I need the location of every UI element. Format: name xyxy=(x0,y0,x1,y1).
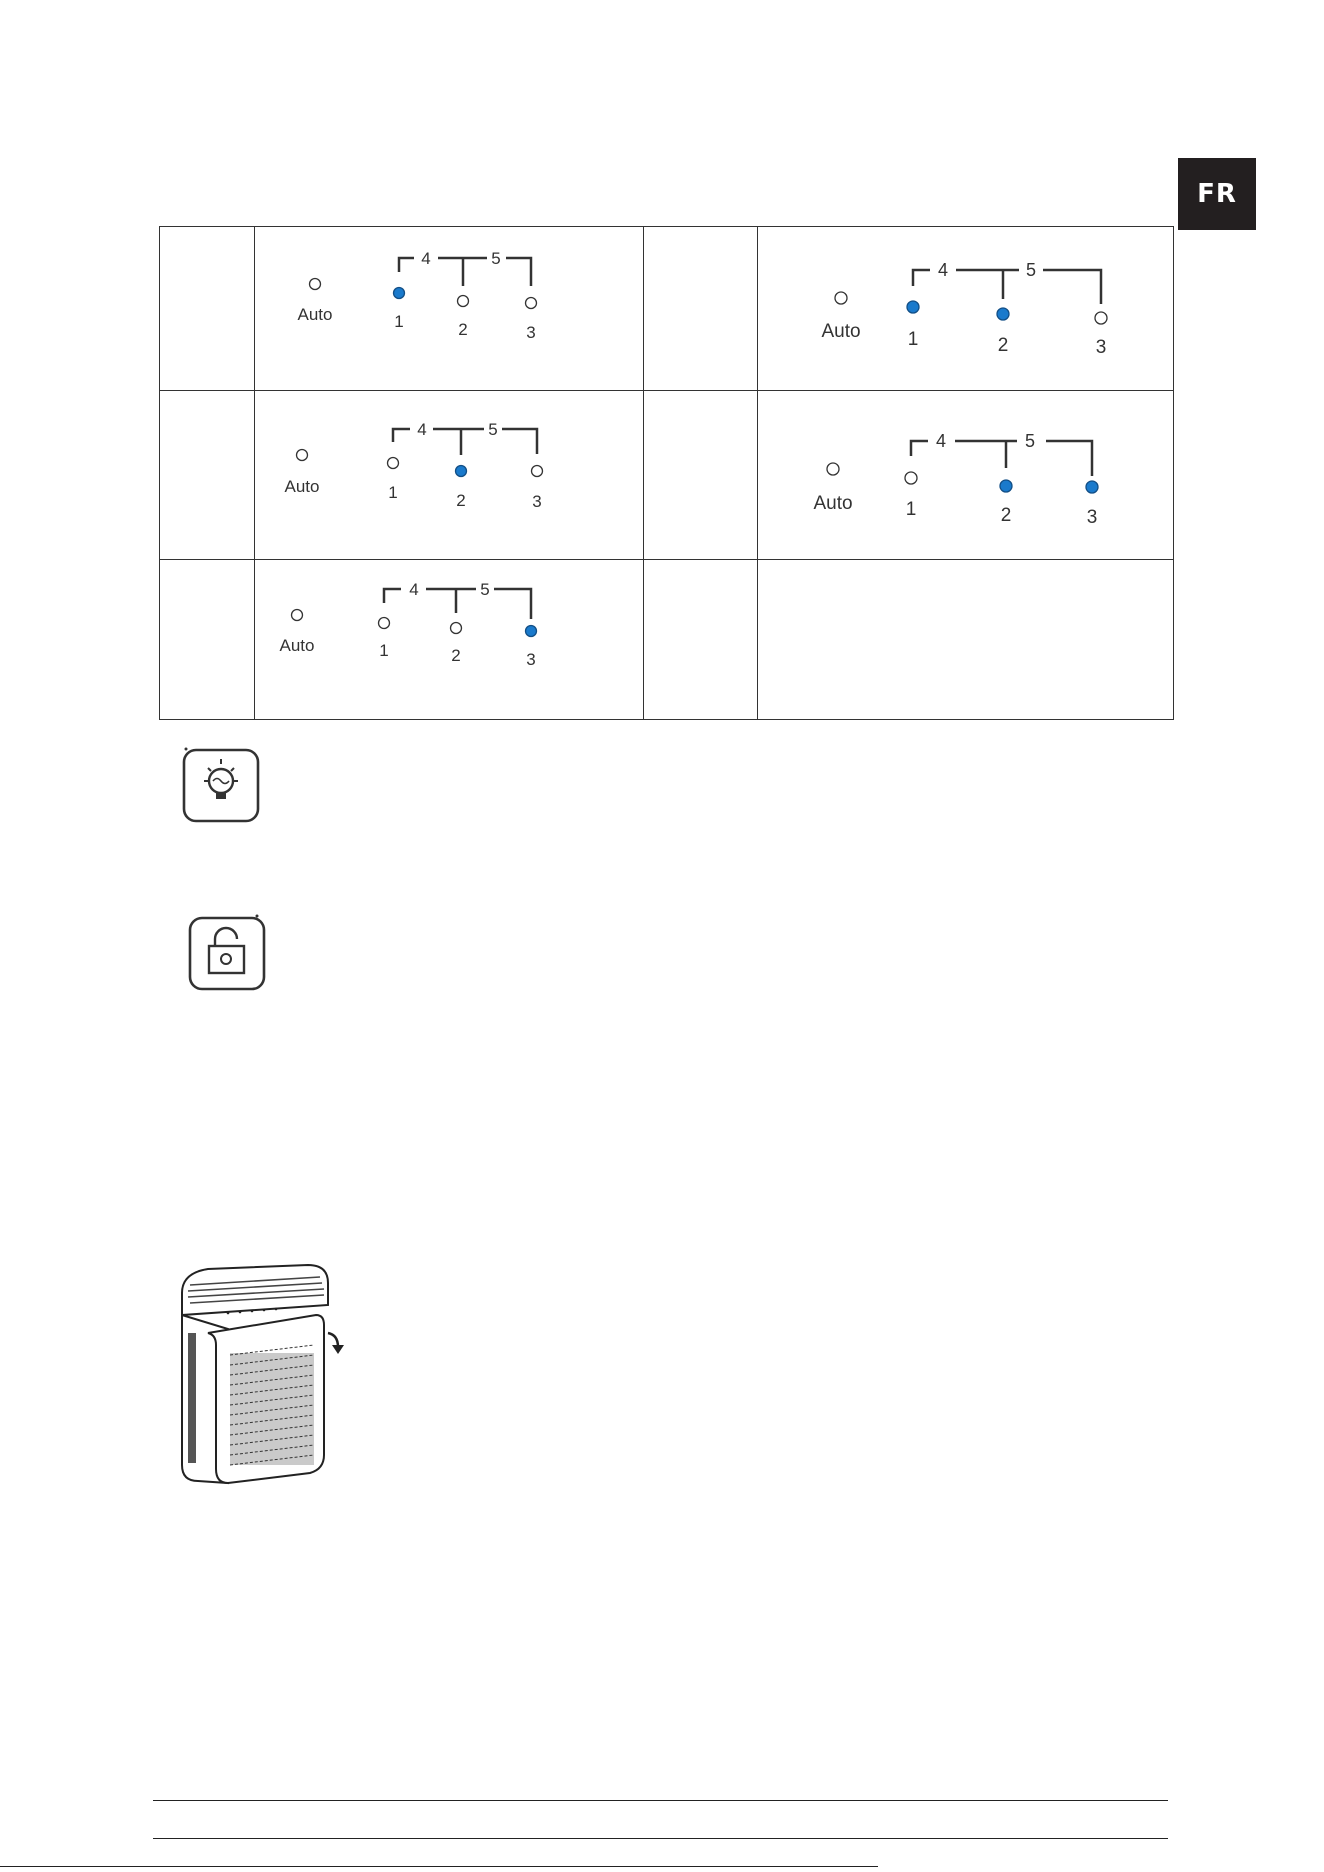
speed-diagram-3 xyxy=(256,392,642,558)
language-tab: FR xyxy=(1178,158,1256,230)
svg-text:4: 4 xyxy=(935,431,947,451)
svg-text:Auto: Auto xyxy=(297,305,333,324)
speed-1-indicator xyxy=(394,288,405,299)
svg-text:2: 2 xyxy=(456,491,466,510)
footer-rule-bottom xyxy=(153,1838,1168,1839)
svg-text:2: 2 xyxy=(458,320,468,339)
svg-text:3: 3 xyxy=(1095,337,1107,358)
speed-diagram-5 xyxy=(256,561,642,719)
page-edge-rule xyxy=(0,1866,878,1867)
speed-diagram-1 xyxy=(256,229,642,389)
svg-text:Auto: Auto xyxy=(284,477,320,496)
svg-text:3: 3 xyxy=(526,323,536,342)
svg-text:5: 5 xyxy=(488,420,498,439)
svg-text:1: 1 xyxy=(907,329,919,350)
speed-diagram-4 xyxy=(759,392,1173,558)
svg-text:Auto: Auto xyxy=(821,321,861,342)
svg-text:4: 4 xyxy=(409,580,419,599)
fan-speed-table xyxy=(159,226,1174,720)
svg-text:Auto: Auto xyxy=(279,636,315,655)
svg-text:1: 1 xyxy=(388,483,398,502)
svg-text:3: 3 xyxy=(532,492,542,511)
speed-3-indicator xyxy=(526,298,537,309)
svg-text:5: 5 xyxy=(1024,431,1036,451)
light-bulb-icon xyxy=(180,745,264,825)
svg-text:5: 5 xyxy=(1025,260,1037,280)
unlock-icon xyxy=(186,913,270,993)
svg-text:2: 2 xyxy=(997,335,1009,356)
svg-text:5: 5 xyxy=(480,580,490,599)
svg-text:4: 4 xyxy=(937,260,949,280)
speed-2-indicator xyxy=(458,296,469,307)
svg-text:3: 3 xyxy=(526,650,536,669)
svg-text:2: 2 xyxy=(451,646,461,665)
bracket-label-4: 4 xyxy=(421,249,431,268)
svg-text:2: 2 xyxy=(1000,505,1012,526)
bracket-label-5: 5 xyxy=(491,249,501,268)
svg-text:4: 4 xyxy=(417,420,427,439)
svg-text:1: 1 xyxy=(905,499,917,520)
footer-rule-top xyxy=(153,1800,1168,1801)
svg-text:3: 3 xyxy=(1086,507,1098,528)
air-purifier-illustration xyxy=(168,1255,360,1495)
svg-text:1: 1 xyxy=(394,312,404,331)
speed-diagram-2 xyxy=(759,229,1173,389)
svg-text:Auto: Auto xyxy=(813,493,853,514)
auto-indicator xyxy=(310,279,321,290)
svg-text:1: 1 xyxy=(379,641,389,660)
